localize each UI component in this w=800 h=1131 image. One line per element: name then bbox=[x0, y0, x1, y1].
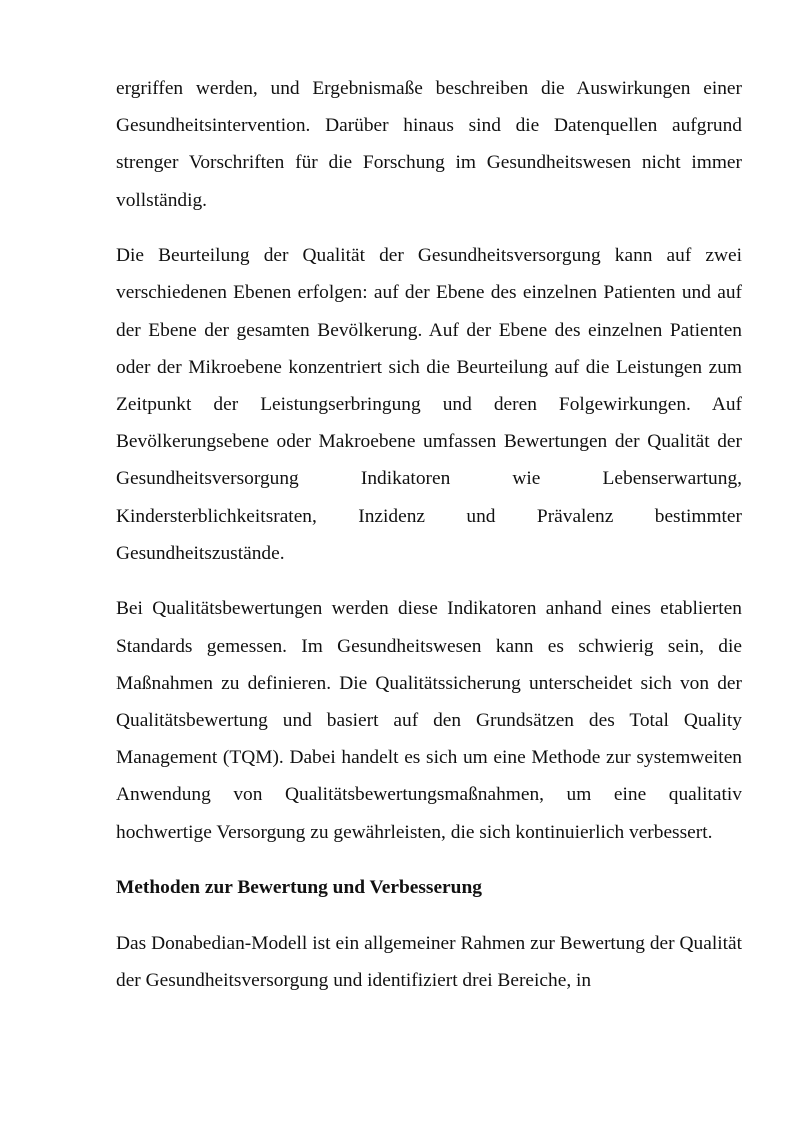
document-body bbox=[116, 70, 742, 999]
section-heading: Methoden zur Bewertung und Verbesserung bbox=[116, 877, 482, 899]
paragraph-donabedian-model: Das Donabedian-Modell ist ein allgemeiner Rahmen zur Bewertung der Qualität der Gesundheitsversorgung und identifiziert drei Bereiche, in bbox=[116, 932, 742, 992]
paragraph-assessment-levels: Die Beurteilung der Qualität der Gesundheitsversorgung kann auf zwei verschiedenen Ebenen erfolgen: auf der Ebene des einzelnen Patienten und auf der Ebene der gesamten Bevölkerung. Auf der Ebene des einzelnen Patienten oder der Mikroebene konzentriert sich die Beurteilung auf die Leistungen zum Zeitpunkt der Leistungserbringung und deren Folgewirkungen. Auf Bevölkerungsebene oder Makroebene umfassen Bewertungen der Qualität der Gesundheitsversorgung Indikatoren wie Lebenserwartung, Kindersterblichkeitsraten, Inzidenz und Prävalenz bestimmter Gesundheitszustände. bbox=[116, 245, 742, 564]
paragraph-quality-assurance: Bei Qualitätsbewertungen werden diese Indikatoren anhand eines etablierten Standards gemessen. Im Gesundheitswesen kann es schwierig sein, die Maßnahmen zu definieren. Die Qualitätssicherung unterscheidet sich von der Qualitätsbewertung und basiert auf den Grundsätzen des Total Quality Management (TQM). Dabei handelt es sich um eine Methode zur systemweiten Anwendung von Qualitätsbewertungsmaßnahmen, um eine qualitativ hochwertige Versorgung zu gewährleisten, die sich kontinuierlich verbessert. bbox=[116, 598, 742, 843]
paragraph-outcome-measures: ergriffen werden, und Ergebnismaße beschreiben die Auswirkungen einer Gesundheitsintervention. Darüber hinaus sind die Datenquellen aufgrund strenger Vorschriften für die Forschung im Gesundheitswesen nicht immer vollständig. bbox=[116, 78, 742, 211]
